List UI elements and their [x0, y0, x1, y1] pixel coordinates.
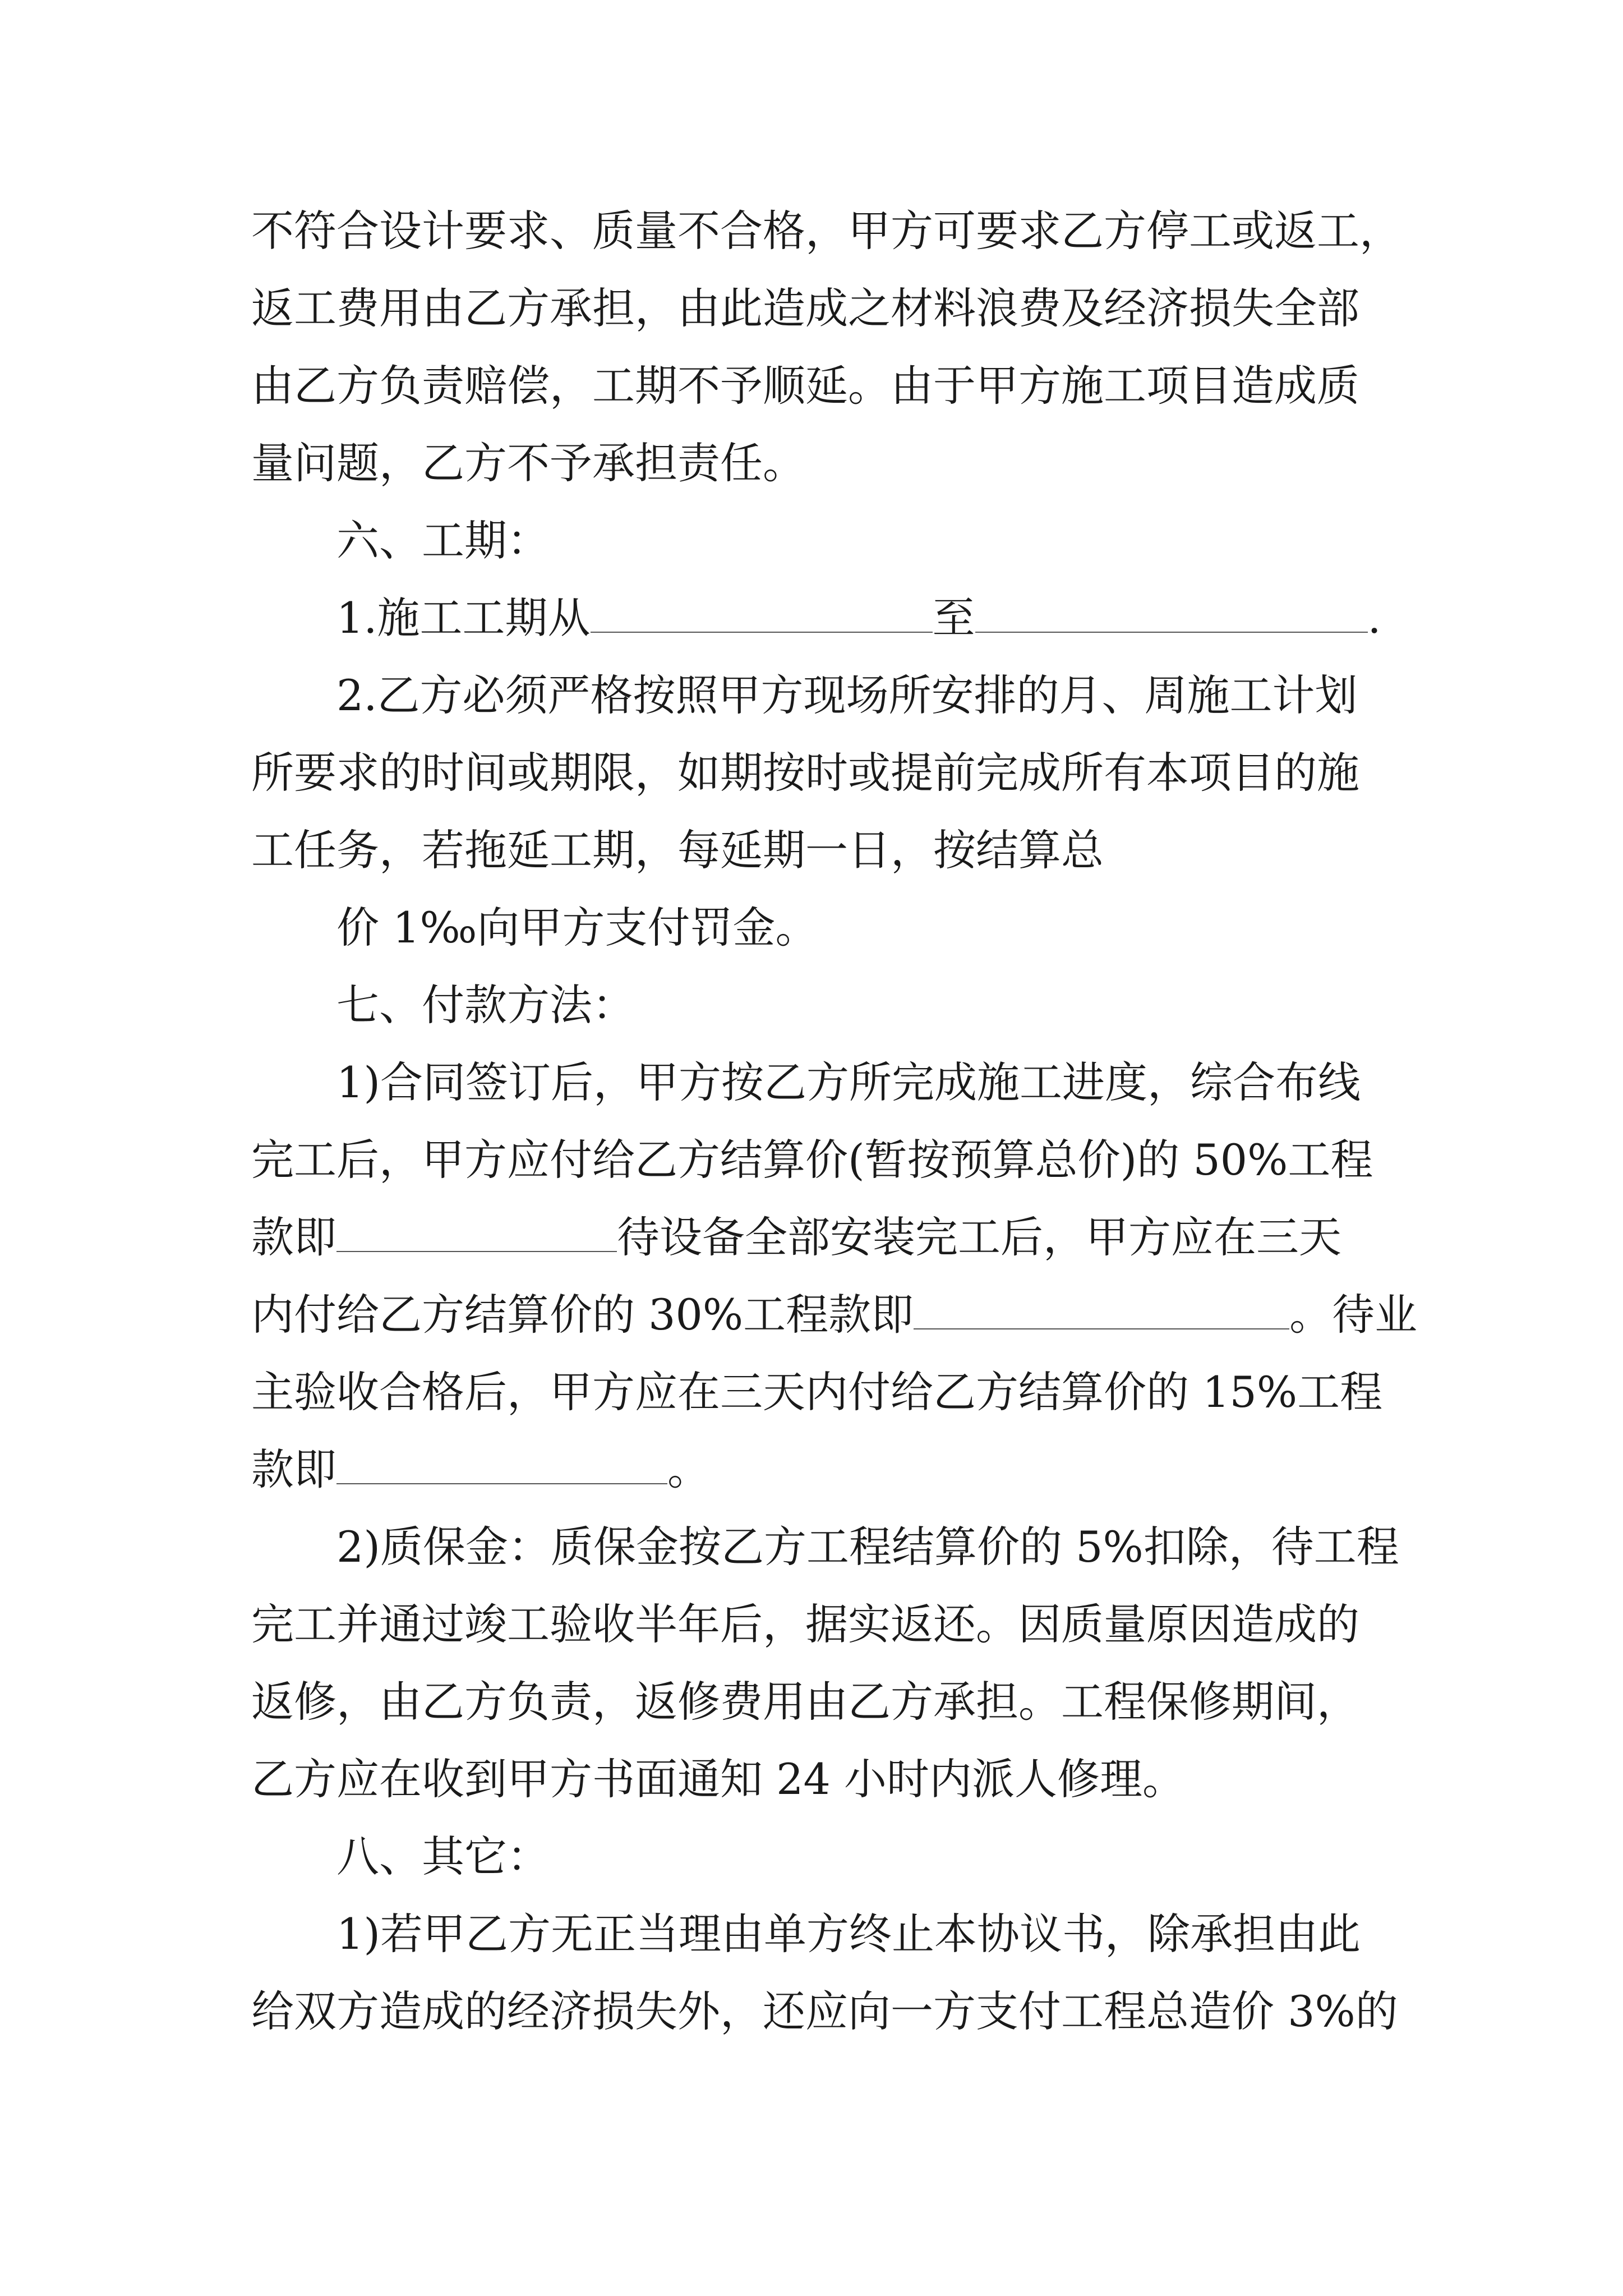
blank-amount-30	[914, 1288, 1289, 1329]
paragraph-line: 1)合同签订后，甲方按乙方所完成施工进度，综合布线	[336, 1057, 1361, 1107]
paragraph-line: 返修，由乙方负责，返修费用由乙方承担。工程保修期间，	[251, 1677, 1359, 1727]
payment-text: 款即	[251, 1444, 336, 1494]
paragraph-line: 由乙方负责赔偿，工期不予顺延。由于甲方施工项目造成质	[251, 361, 1359, 411]
period-mid: 至	[932, 593, 975, 643]
paragraph-line: 所要求的时间或期限，如期按时或提前完成所有本项目的施	[251, 748, 1359, 798]
paragraph-line: 工任务，若拖延工期，每延期一日，按结算总	[251, 825, 1104, 875]
paragraph-line: 1)若甲乙方无正当理由单方终止本协议书，除承担由此	[336, 1909, 1361, 1959]
section-heading: 六、工期：	[336, 516, 550, 565]
period-end: .	[1367, 593, 1381, 643]
payment-text: 。	[667, 1444, 710, 1494]
payment-line	[251, 1287, 1417, 1343]
paragraph-line: 主验收合格后，甲方应在三天内付给乙方结算价的 15%工程	[251, 1367, 1383, 1417]
paragraph-line: 2)质保金：质保金按乙方工程结算价的 5%扣除，待工程	[336, 1522, 1399, 1572]
payment-text: 待设备全部安装完工后，甲方应在三天	[617, 1212, 1341, 1262]
paragraph-line: 返工费用由乙方承担，由此造成之材料浪费及经济损失全部	[251, 283, 1359, 333]
paragraph-line: 价 1‰向甲方支付罚金。	[336, 903, 818, 953]
payment-text: 。待业	[1289, 1290, 1418, 1340]
paragraph-line: 不符合设计要求、质量不合格，甲方可要求乙方停工或返工，	[251, 206, 1402, 256]
paragraph-line: 完工后，甲方应付给乙方结算价(暂按预算总价)的 50%工程	[251, 1135, 1373, 1185]
payment-line	[251, 1209, 1341, 1266]
payment-text: 内付给乙方结算价的 30%工程款即	[251, 1290, 914, 1340]
payment-line	[251, 1442, 710, 1498]
blank-start-date	[591, 591, 933, 633]
blank-end-date	[975, 591, 1368, 633]
paragraph-line: 乙方应在收到甲方书面通知 24 小时内派人修理。	[251, 1754, 1186, 1804]
section-heading: 八、其它：	[336, 1832, 550, 1881]
paragraph-line: 量问题，乙方不予承担责任。	[251, 438, 805, 488]
paragraph-line: 2.乙方必须严格按照甲方现场所安排的月、周施工计划	[336, 670, 1358, 720]
construction-period-line	[336, 590, 1381, 646]
payment-text: 款即	[251, 1212, 336, 1262]
blank-amount-15	[336, 1443, 667, 1484]
period-prefix: 1.施工工期从	[336, 593, 591, 643]
paragraph-line: 完工并通过竣工验收半年后，据实返还。因质量原因造成的	[251, 1599, 1359, 1649]
blank-amount-50	[336, 1211, 617, 1252]
paragraph-line: 给双方造成的经济损失外，还应向一方支付工程总造价 3%的	[251, 1986, 1398, 2036]
section-heading: 七、付款方法：	[336, 980, 635, 1030]
